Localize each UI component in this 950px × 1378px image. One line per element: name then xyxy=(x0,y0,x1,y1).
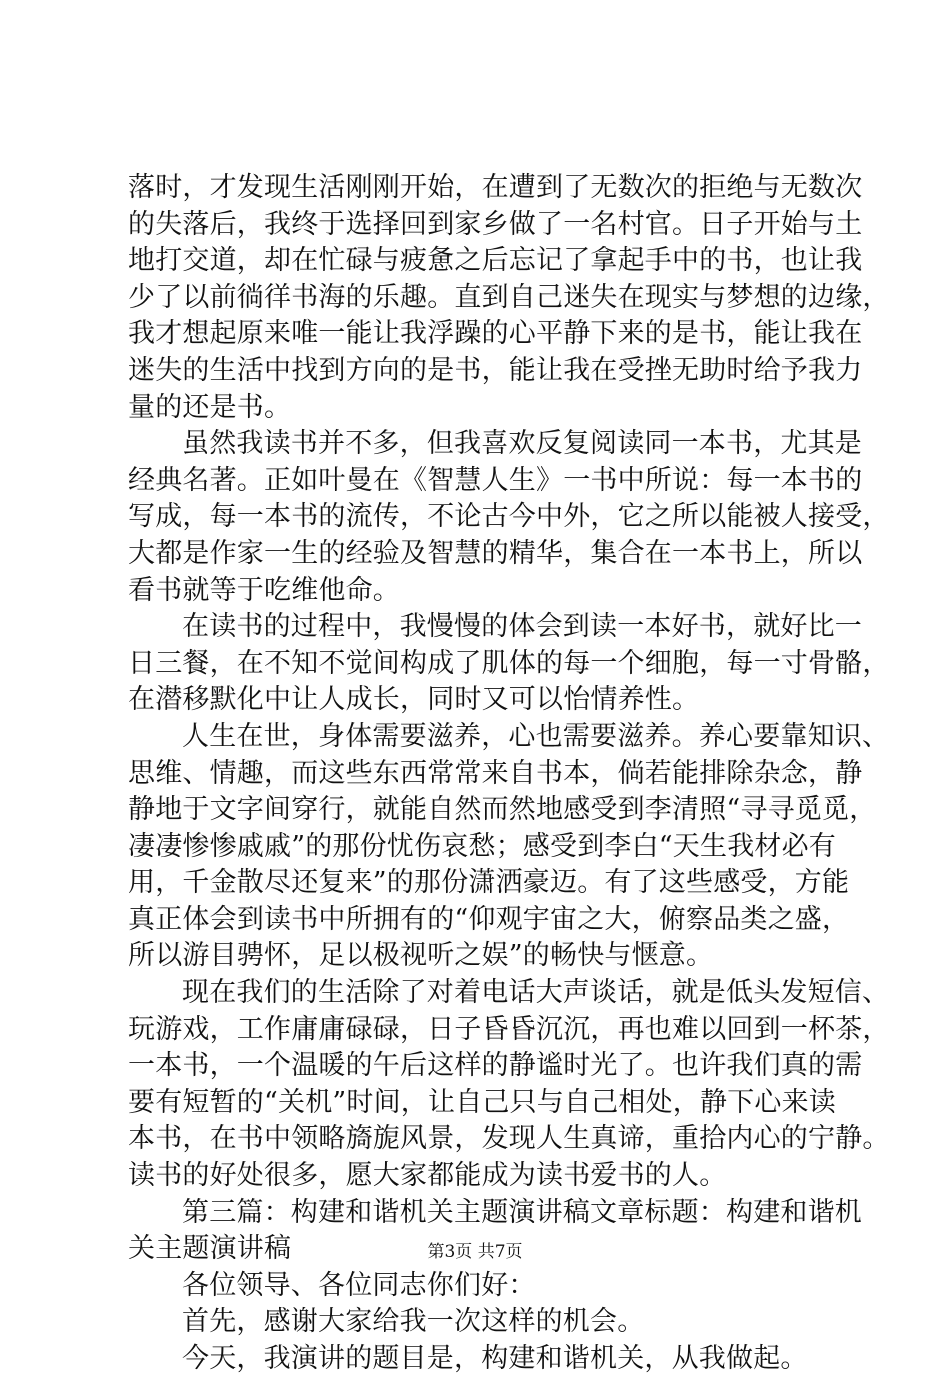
paragraph-start-line: 现在我们的生活除了对着电话大声谈话，就是低头发短信、 xyxy=(182,977,890,1009)
text-line: 真正体会到读书中所拥有的“仰观宇宙之大，俯察品类之盛， xyxy=(128,903,850,935)
page-number-footer: 第3页 共7页 xyxy=(427,1242,523,1262)
section-heading-line: 第三篇：构建和谐机关主题演讲稿文章标题：构建和谐机 xyxy=(182,1196,862,1228)
paragraph-start-line: 人生在世，身体需要滋养，心也需要滋养。养心要靠知识、 xyxy=(182,720,890,752)
text-line: 量的还是书。 xyxy=(128,391,292,423)
section-heading-line: 关主题演讲稿 xyxy=(128,1233,292,1265)
text-line: 大都是作家一生的经验及智慧的精华，集合在一本书上，所以 xyxy=(128,537,863,569)
document-body xyxy=(128,170,890,1378)
text-line: 读书的好处很多，愿大家都能成为读书爱书的人。 xyxy=(128,1160,727,1192)
paragraph-start-line: 首先，感谢大家给我一次这样的机会。 xyxy=(182,1306,645,1338)
text-line: 迷失的生活中找到方向的是书，能让我在受挫无助时给予我力 xyxy=(128,354,863,386)
text-line: 地打交道，却在忙碌与疲惫之后忘记了拿起手中的书，也让我 xyxy=(128,245,863,277)
text-line: 凄凄惨惨戚戚”的那份忧伤哀愁；感受到李白“天生我材必有 xyxy=(128,830,837,862)
text-line: 在潜移默化中让人成长，同时又可以怡情养性。 xyxy=(128,684,700,716)
paragraph-start-line: 虽然我读书并不多，但我喜欢反复阅读同一本书，尤其是 xyxy=(182,428,862,460)
text-line: 一本书，一个温暖的午后这样的静谧时光了。也许我们真的需 xyxy=(128,1050,863,1082)
text-line: 用，千金散尽还复来”的那份潇洒豪迈。有了这些感受，方能 xyxy=(128,867,850,899)
text-line: 少了以前徜徉书海的乐趣。直到自己迷失在现实与梦想的边缘， xyxy=(128,281,890,313)
text-line: 的失落后，我终于选择回到家乡做了一名村官。日子开始与土 xyxy=(128,208,863,240)
text-line: 本书，在书中领略旖旎风景，发现人生真谛，重拾内心的宁静。 xyxy=(128,1123,890,1155)
text-line: 落时，才发现生活刚刚开始，在遭到了无数次的拒绝与无数次 xyxy=(128,172,863,203)
text-line: 我才想起原来唯一能让我浮躁的心平静下来的是书，能让我在 xyxy=(128,318,863,350)
text-line: 看书就等于吃维他命。 xyxy=(128,574,400,606)
text-line: 经典名著。正如叶曼在《智慧人生》一书中所说：每一本书的 xyxy=(128,464,863,496)
text-line: 思维、情趣，而这些东西常常来自书本，倘若能排除杂念，静 xyxy=(128,757,863,789)
paragraph-start-line: 今天，我演讲的题目是，构建和谐机关，从我做起。 xyxy=(182,1343,808,1374)
text-line: 所以游目骋怀，足以极视听之娱”的畅快与惬意。 xyxy=(128,940,714,972)
text-line: 静地于文字间穿行，就能自然而然地感受到李清照“寻寻觅觅， xyxy=(128,794,877,826)
text-line: 写成，每一本书的流传，不论古今中外，它之所以能被人接受， xyxy=(128,501,890,533)
greeting-line: 各位领导、各位同志你们好： xyxy=(182,1269,536,1301)
text-line: 日三餐，在不知不觉间构成了肌体的每一个细胞，每一寸骨骼， xyxy=(128,647,890,679)
text-line: 玩游戏，工作庸庸碌碌，日子昏昏沉沉，再也难以回到一杯茶， xyxy=(128,1013,890,1045)
text-line: 要有短暂的“关机”时间，让自己只与自己相处，静下心来读 xyxy=(128,1086,837,1118)
paragraph-start-line: 在读书的过程中，我慢慢的体会到读一本好书，就好比一 xyxy=(182,611,862,643)
